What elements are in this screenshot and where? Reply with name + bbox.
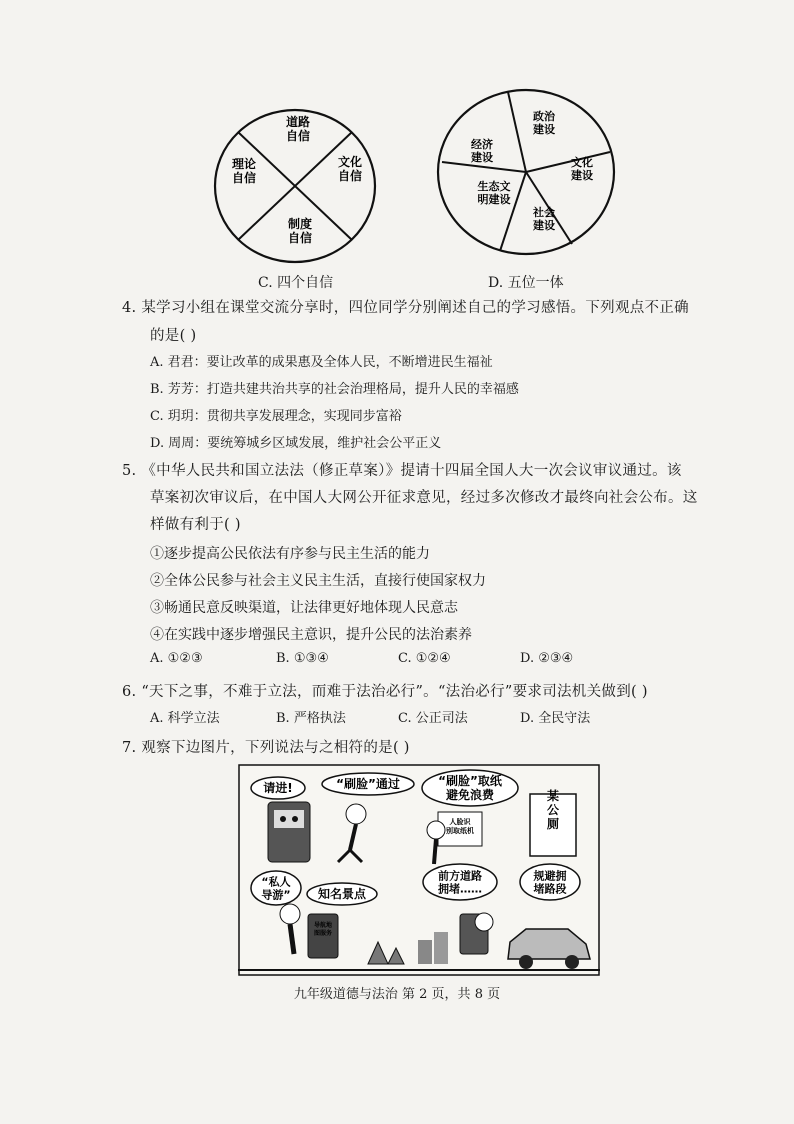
bubble-qingjin: 请进! — [263, 781, 293, 796]
segment-jingji: 经济建设 — [471, 138, 493, 164]
q5-statement-1: ①逐步提高公民依法有序参与民主生活的能力 — [150, 546, 430, 562]
bubble-qianfang-yongdu: 前方道路拥堵…… — [438, 869, 482, 896]
diagram-caption-d: D. 五位一体 — [488, 275, 564, 291]
label-daohang-ditu: 导航地图服务 — [313, 922, 333, 938]
walker-figure — [346, 804, 366, 824]
segment-wenhua: 文化自信 — [337, 155, 363, 183]
q4-stem-line2: 的是( ) — [150, 328, 197, 344]
bubble-guibi-yongdu: 规避拥堵路段 — [533, 869, 567, 896]
q5-statement-2: ②全体公民参与社会主义民主生活，直接行使国家权力 — [150, 573, 486, 589]
q6-choice-d: D. 全民守法 — [520, 711, 591, 726]
bubble-zhiming-jingdian: 知名景点 — [317, 887, 367, 902]
q6-stem-line1: 6. “天下之事，不难于立法，而难于法治必行”。“法治必行”要求司法机关做到( ) — [122, 684, 648, 700]
q4-stem-line1: 4. 某学习小组在课堂交流分享时，四位同学分别阐述自己的学习感悟。下列观点不正确 — [122, 300, 689, 316]
label-face-machine: 人脸识别取纸机 — [446, 817, 474, 835]
q5-statement-4: ④在实践中逐步增强民主意识，提升公民的法治素养 — [150, 627, 472, 643]
q6-choice-c: C. 公正司法 — [398, 711, 468, 726]
q4-option-c: C. 玥玥：贯彻共享发展理念，实现同步富裕 — [150, 409, 402, 424]
q5-statement-3: ③畅通民意反映渠道，让法律更好地体现人民意志 — [150, 600, 458, 616]
q5-stem-line2: 草案初次审议后，在中国人大网公开征求意见，经过多次修改才最终向社会公布。这 — [150, 490, 698, 506]
q5-choice-d: D. ②③④ — [520, 651, 574, 666]
q5-choice-c: C. ①②④ — [398, 651, 451, 666]
segment-daolu: 道路自信 — [285, 115, 311, 143]
q5-choice-b: B. ①③④ — [276, 651, 329, 666]
bubble-shualian-tongguo: “刷脸”通过 — [336, 777, 400, 792]
segment-shengtai: 生态文明建设 — [477, 180, 511, 206]
q4-option-a: A. 君君：要让改革的成果惠及全体人民，不断增进民生福祉 — [150, 355, 493, 370]
segment-lilun: 理论自信 — [231, 157, 257, 185]
q4-option-b: B. 芳芳：打造共建共治共享的社会治理格局，提升人民的幸福感 — [150, 382, 519, 397]
q7-stem-line1: 7. 观察下边图片，下列说法与之相符的是( ) — [122, 740, 410, 756]
segment-shehui: 社会建设 — [533, 206, 555, 232]
page-footer: 九年级道德与法治 第 2 页，共 8 页 — [293, 987, 501, 1002]
bubble-siren-daoyou: “私人导游” — [261, 875, 291, 902]
five-in-one-diagram — [432, 86, 622, 262]
four-confidences-diagram — [210, 104, 380, 269]
segment-wenhua-jianshe: 文化建设 — [571, 156, 593, 182]
q6-choice-a: A. 科学立法 — [150, 711, 220, 726]
segment-zhengzhi: 政治建设 — [533, 110, 555, 136]
q6-choice-b: B. 严格执法 — [276, 711, 346, 726]
segment-zhidu: 制度自信 — [287, 217, 313, 245]
q5-stem-line3: 样做有利于( ) — [150, 517, 241, 533]
q4-option-d: D. 周周：要统筹城乡区域发展，维护社会公平正义 — [150, 436, 442, 451]
diagram-caption-c: C. 四个自信 — [258, 275, 334, 291]
guide-figure — [280, 904, 300, 924]
face-recognition-cartoon — [238, 764, 600, 976]
sign-mou-gongce: 某公厕 — [546, 789, 560, 832]
q5-stem-line1: 5. 《中华人民共和国立法法（修正草案）》提请十四届全国人大一次会议审议通过。该 — [122, 463, 682, 479]
bubble-shualian-quzhi: “刷脸”取纸避免浪费 — [438, 774, 502, 803]
q5-choice-a: A. ①②③ — [150, 651, 203, 666]
